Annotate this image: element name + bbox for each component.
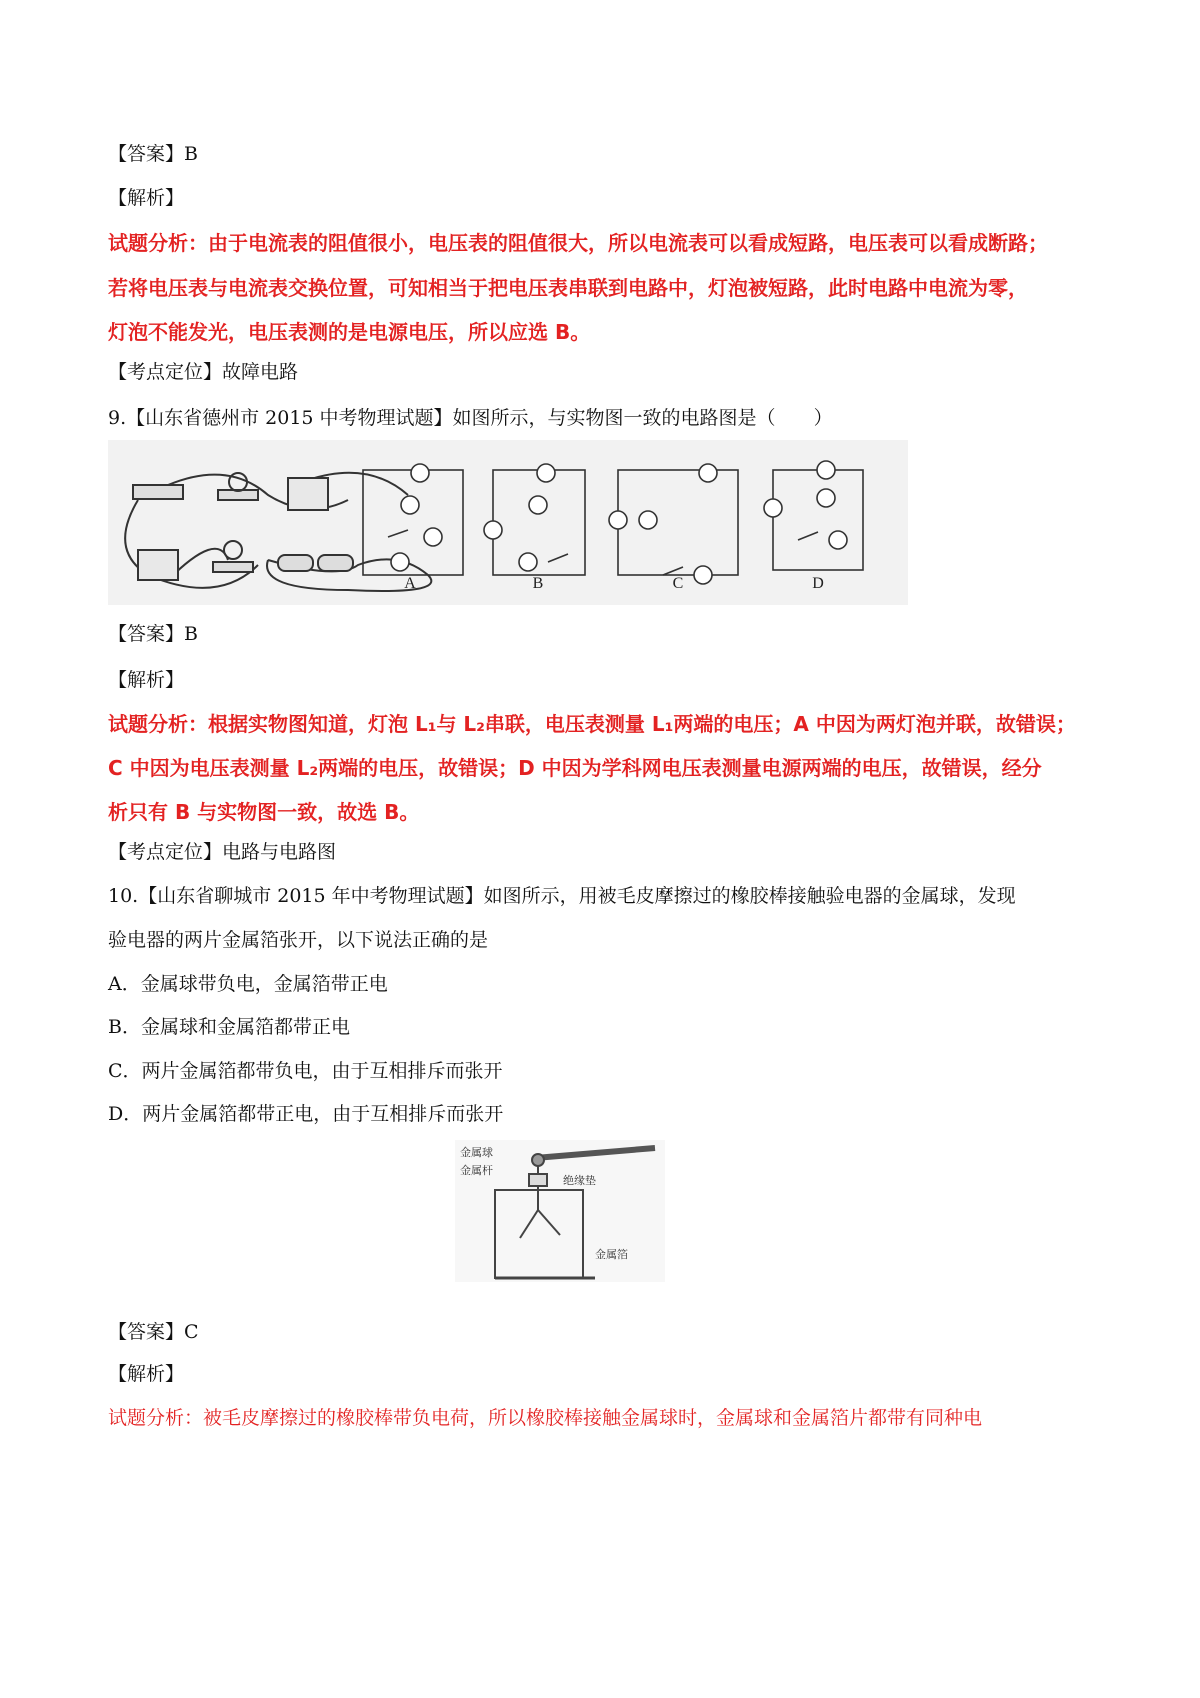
label-insulating-pad: 绝缘垫 <box>563 1175 596 1187</box>
q8-point: 【考点定位】故障电路 <box>108 361 299 383</box>
option-label-a: A <box>404 575 416 592</box>
option-label-d: D <box>812 575 824 592</box>
q9-analysis-label: 【解析】 <box>108 669 185 691</box>
electroscope-figure <box>455 1140 665 1282</box>
q9-analysis-line-1: 试题分析：根据实物图知道，灯泡 L₁与 L₂串联，电压表测量 L₁两端的电压；A 中因为两灯泡并联，故错误； <box>108 712 1076 736</box>
option-label-b: B <box>532 575 544 592</box>
q9-point: 【考点定位】电路与电路图 <box>108 841 337 863</box>
q10-option-d: D．两片金属箔都带正电，由于互相排斥而张开 <box>108 1103 504 1125</box>
q10-answer: 【答案】C <box>108 1321 199 1343</box>
q10-question-line-1: 10.【山东省聊城市 2015 年中考物理试题】如图所示，用被毛皮摩擦过的橡胶棒接触验电器的金属球，发现 <box>108 885 1016 907</box>
option-label-c: C <box>672 575 684 592</box>
q8-analysis-label: 【解析】 <box>108 187 185 209</box>
q8-analysis-line-2: 若将电压表与电流表交换位置，可知相当于把电压表串联到电路中，灯泡被短路，此时电路中电流为零， <box>108 276 1028 300</box>
label-metal-rod: 金属杆 <box>460 1165 493 1177</box>
label-metal-foil: 金属箔 <box>595 1249 628 1261</box>
q10-question-line-2: 验电器的两片金属箔张开，以下说法正确的是 <box>108 929 489 951</box>
q8-answer: 【答案】B <box>108 143 198 165</box>
figure-background <box>108 440 908 605</box>
q9-answer: 【答案】B <box>108 623 198 645</box>
figure-background <box>455 1140 665 1282</box>
q10-analysis-line: 试题分析：被毛皮摩擦过的橡胶棒带负电荷，所以橡胶棒接触金属球时，金属球和金属箔片都带有同种电 <box>108 1407 983 1429</box>
q10-option-c: C．两片金属箔都带负电，由于互相排斥而张开 <box>108 1060 503 1082</box>
q9-circuit-figure <box>108 440 908 605</box>
q8-analysis-line-3: 灯泡不能发光，电压表测的是电源电压，所以应选 B。 <box>108 320 591 344</box>
q10-option-a: A．金属球带负电，金属箔带正电 <box>108 973 388 995</box>
q9-question: 9.【山东省德州市 2015 中考物理试题】如图所示，与实物图一致的电路图是（ ） <box>108 407 833 429</box>
q10-option-b: B．金属球和金属箔都带正电 <box>108 1016 350 1038</box>
q9-analysis-line-2: C 中因为电压表测量 L₂两端的电压，故错误；D 中因为学科网电压表测量电源两端的电压，故错误，经分 <box>108 756 1042 780</box>
label-metal-ball: 金属球 <box>460 1147 493 1159</box>
q10-analysis-label: 【解析】 <box>108 1363 185 1385</box>
q9-analysis-line-3: 析只有 B 与实物图一致，故选 B。 <box>108 800 420 824</box>
q8-analysis-line-1: 试题分析：由于电流表的阻值很小，电压表的阻值很大，所以电流表可以看成短路，电压表可以看成断路； <box>108 231 1048 255</box>
